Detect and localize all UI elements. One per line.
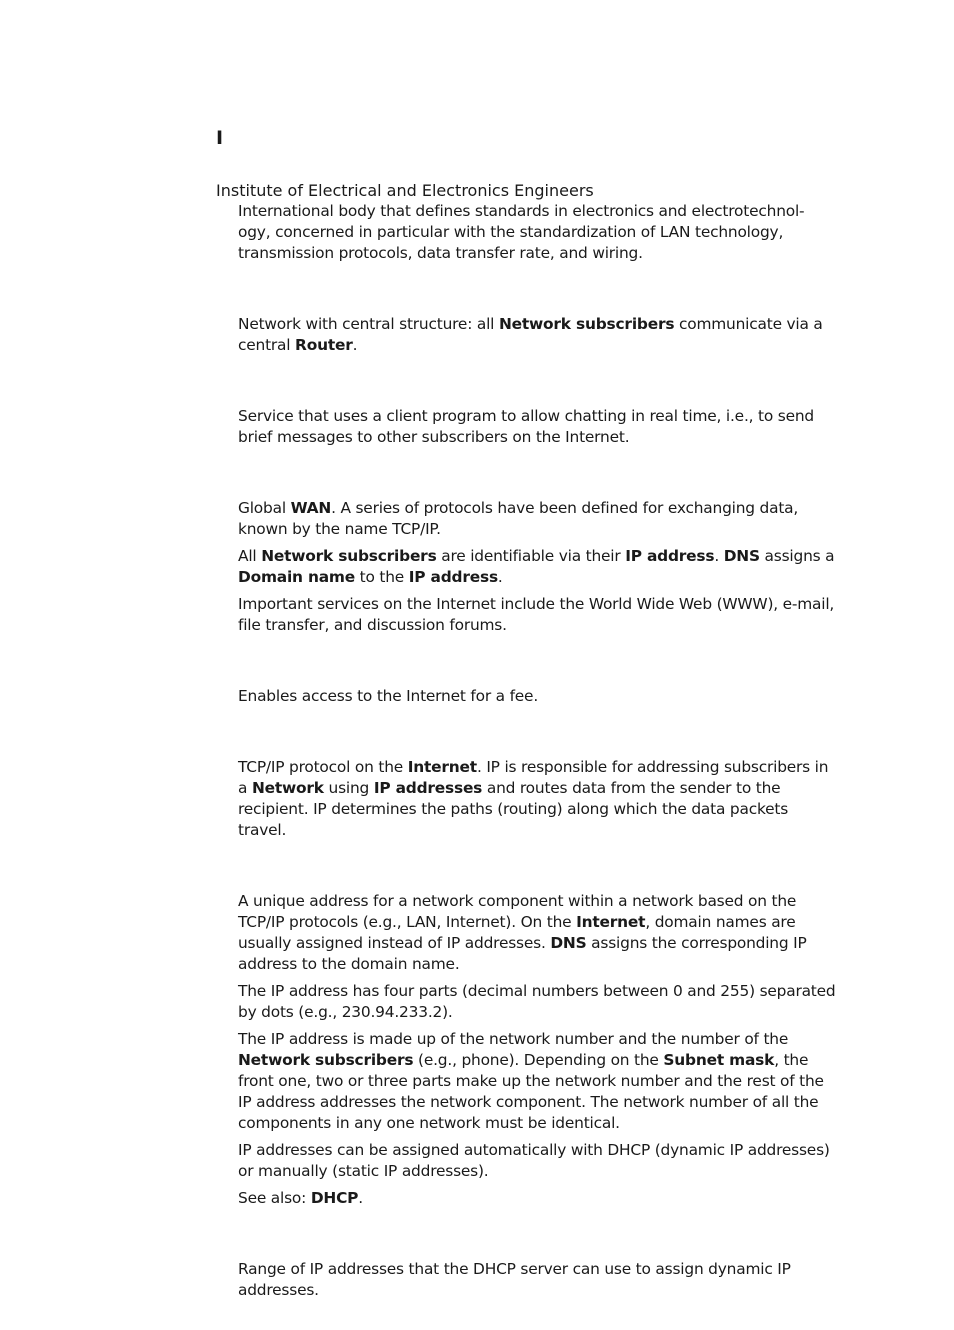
definition-paragraph [238,546,836,588]
glossary-term [216,477,836,498]
cross-reference: Subnet mask [663,1051,775,1069]
glossary-entry [216,736,836,841]
definition-text: and routes data from the sender to the recipient. IP determines the paths (routing) along which the data packets travel. [238,779,789,839]
section-letter: I [216,127,224,149]
definition-text: are identifiable via their [436,547,626,565]
glossary-term: Institute of Electrical and Electronics Engineers [216,181,594,200]
definition-text: , the front one, two or three parts make up the network number and the rest of the IP address addresses the network component. The network number of all the components in any one network must be identical. [238,1051,824,1132]
definition-text: Range of IP addresses that the DHCP server can use to assign dynamic IP addresses. [238,1260,791,1299]
cross-reference: Router [295,336,353,354]
glossary-entry [216,477,836,636]
definition-paragraph [238,201,836,264]
definition-text: International body that defines standards in electronics and electrotechnol-ogy, concerned in particular with the standardization of LAN technology, transmission protocols, data transfer rate, and wiring. [238,202,805,262]
definition-text: Service that uses a client program to allow chatting in real time, i.e., to send brief messages to other subscribers on the Internet. [238,407,814,446]
definition-paragraph [238,314,836,356]
definition-text: (e.g., phone). Depending on the [413,1051,664,1069]
cross-reference: Internet [576,913,646,931]
cross-reference: Network subscribers [261,547,437,565]
glossary-term [216,736,836,757]
definition-paragraph [238,1029,836,1134]
glossary-list [216,180,836,1330]
definition-paragraph [238,594,836,636]
definition-paragraph [238,757,836,841]
cross-reference: Internet [407,758,477,776]
definition-paragraph [238,406,836,448]
cross-reference: DHCP [310,1189,359,1207]
definition-text: . [358,1189,363,1207]
glossary-entry [216,665,836,707]
definition-text: Global [238,499,291,517]
definition-paragraph [238,1259,836,1301]
definition-text: . A series of protocols have been defined for exchanging data, known by the name TCP/IP. [238,499,799,538]
definition-text: . IP is responsible for addressing subscribers in a [238,758,829,797]
cross-reference: Network subscribers [238,1051,414,1069]
definition-text: All [238,547,262,565]
definition-text: . [714,547,724,565]
cross-reference: Network [251,779,324,797]
cross-reference: DNS [550,934,587,952]
definition-text: assigns a [759,547,835,565]
definition-text: A unique address for a network component within a network based on the TCP/IP protocols (e.g., LAN, Internet). On the [238,892,797,931]
cross-reference: WAN [290,499,332,517]
definition-text: TCP/IP protocol on the [238,758,408,776]
definition-text: communicate via a central [238,315,823,354]
cross-reference: Network subscribers [498,315,675,333]
glossary-term [216,385,836,406]
cross-reference: DNS [723,547,760,565]
cross-reference: IP address [625,547,715,565]
definition-text: . [497,568,503,586]
definition-text: . [352,336,358,354]
definition-text: The IP address is made up of the network number and the number of the [238,1030,789,1048]
glossary-term [216,293,836,314]
definition-text: IP addresses can be assigned automatically with DHCP (dynamic IP addresses) or manually (static IP addresses). [238,1141,830,1180]
glossary-term [216,870,836,891]
cross-reference: Domain name [238,568,355,586]
cross-reference: IP address [408,568,498,586]
definition-text: Enables access to the Internet for a fee. [238,687,539,705]
glossary-term [216,665,836,686]
glossary-entry [216,1238,836,1301]
definition-paragraph [238,981,836,1023]
glossary-entry [216,180,836,264]
definition-paragraph [238,891,836,975]
definition-text: assigns the corresponding IP address to the domain name. [238,934,807,973]
glossary-term [216,1238,836,1259]
definition-text: Network with central structure: all [238,315,499,333]
definition-text: Important services on the Internet include the World Wide Web (WWW), e-mail, file transfer, and discussion forums. [238,595,835,634]
glossary-entry [216,870,836,1209]
definition-text: , domain names are usually assigned instead of IP addresses. [238,913,796,952]
definition-text: The IP address has four parts (decimal numbers between 0 and 255) separated by dots (e.g., 230.94.233.2). [238,982,836,1021]
definition-paragraph [238,498,836,540]
cross-reference: IP addresses [373,779,483,797]
glossary-entry [216,385,836,448]
definition-paragraph [238,1140,836,1182]
glossary-entry [216,293,836,356]
definition-text: to the [354,568,409,586]
definition-text: using [323,779,374,797]
definition-text: See also: [238,1189,311,1207]
definition-paragraph [238,1188,836,1209]
definition-paragraph [238,686,836,707]
